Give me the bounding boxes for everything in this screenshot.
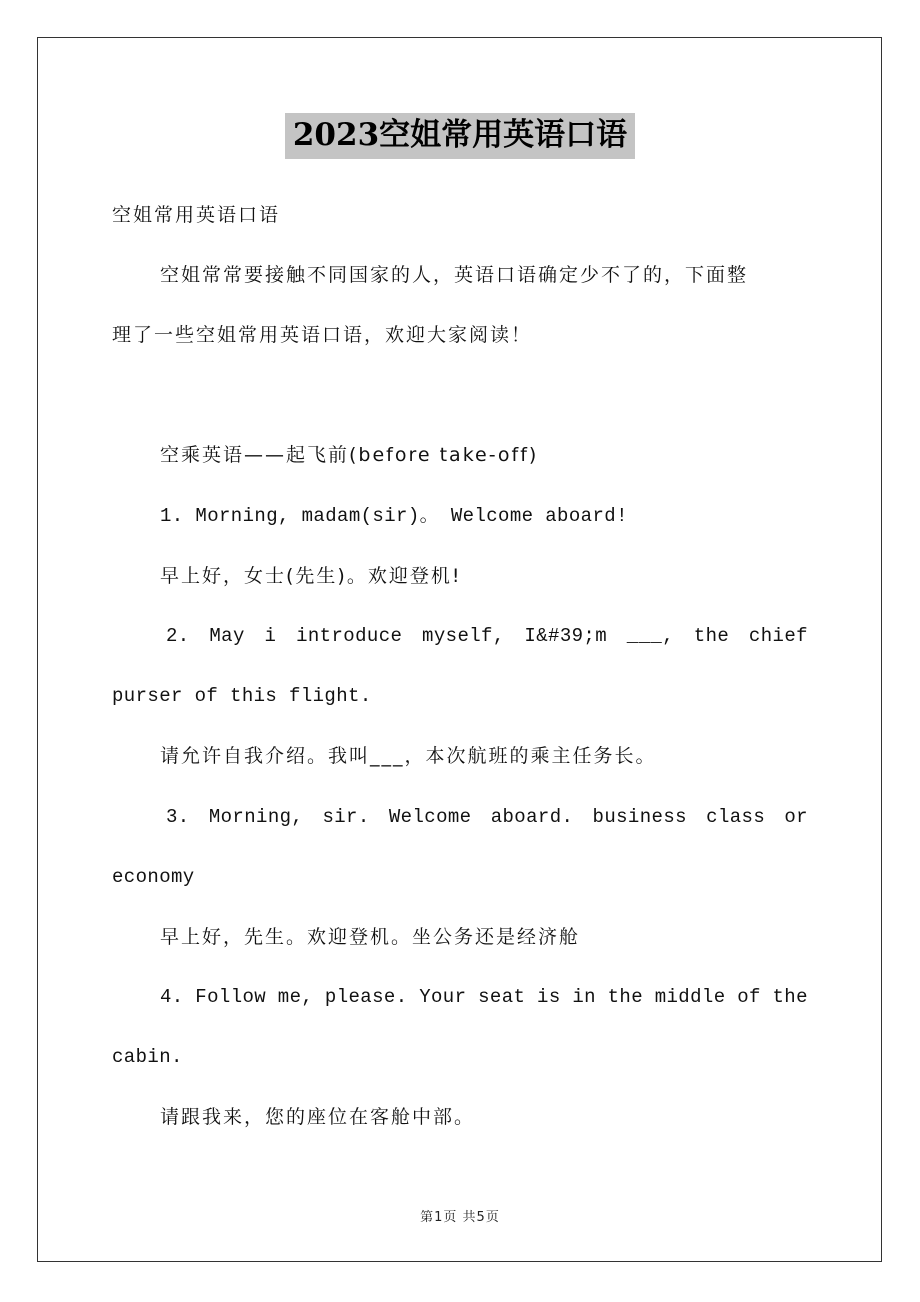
word: 2. — [166, 625, 190, 647]
word: of — [737, 986, 761, 1008]
intro-paragraph-line-1: 空姐常常要接触不同国家的人，英语口语确定少不了的，下面整 — [160, 264, 749, 286]
word: Welcome — [388, 806, 472, 828]
phrase-3-english-line-2: economy — [112, 866, 195, 888]
phrase-3-chinese: 早上好，先生。欢迎登机。坐公务还是经济舱 — [160, 926, 581, 948]
word: or — [784, 806, 808, 828]
phrase-2-chinese: 请允许自我介绍。我叫___，本次航班的乘主任务长。 — [160, 745, 657, 767]
phrase-3-english-line-1 — [166, 803, 808, 831]
word: May — [209, 625, 245, 647]
word: class — [706, 806, 766, 828]
word: I&#39;m — [524, 625, 608, 647]
phrase-4-chinese: 请跟我来，您的座位在客舱中部。 — [160, 1106, 476, 1128]
word: middle — [654, 986, 726, 1008]
word: introduce — [296, 625, 403, 647]
word: aboard. — [490, 806, 574, 828]
intro-paragraph-line-2: 理了一些空姐常用英语口语，欢迎大家阅读！ — [112, 324, 533, 346]
document-title: 2023空姐常用英语口语 — [285, 113, 635, 159]
word: the — [772, 986, 808, 1008]
word: myself, — [422, 625, 505, 647]
phrase-4-english-line-1 — [160, 983, 808, 1011]
title-container — [0, 113, 920, 159]
phrase-4-english-line-2: cabin. — [112, 1046, 183, 1068]
page-number-footer: 第1页 共5页 — [420, 1210, 500, 1225]
word: 4. — [160, 986, 184, 1008]
word: me, — [277, 986, 314, 1008]
word: Your — [419, 986, 467, 1008]
section-heading: 空乘英语——起飞前(before take-off) — [160, 444, 539, 466]
phrase-2-english-line-1 — [166, 622, 808, 650]
phrase-1-english: 1. Morning, madam(sir)。 Welcome aboard! — [160, 505, 628, 527]
word: the — [693, 625, 730, 647]
word: ___, — [626, 625, 675, 647]
word: chief — [748, 625, 808, 647]
word: sir. — [322, 806, 370, 828]
document-subtitle: 空姐常用英语口语 — [112, 204, 281, 226]
word: the — [607, 986, 644, 1008]
word: in — [572, 986, 596, 1008]
word: seat — [478, 986, 526, 1008]
word: please. — [324, 986, 408, 1008]
word: business — [592, 806, 687, 828]
word: Follow — [195, 986, 267, 1008]
word: Morning, — [208, 806, 304, 828]
word: is — [537, 986, 561, 1008]
phrase-2-english-line-2: purser of this flight. — [112, 685, 372, 707]
word: i — [264, 625, 277, 647]
phrase-1-chinese: 早上好，女士(先生)。欢迎登机! — [160, 565, 462, 587]
word: 3. — [166, 806, 190, 828]
